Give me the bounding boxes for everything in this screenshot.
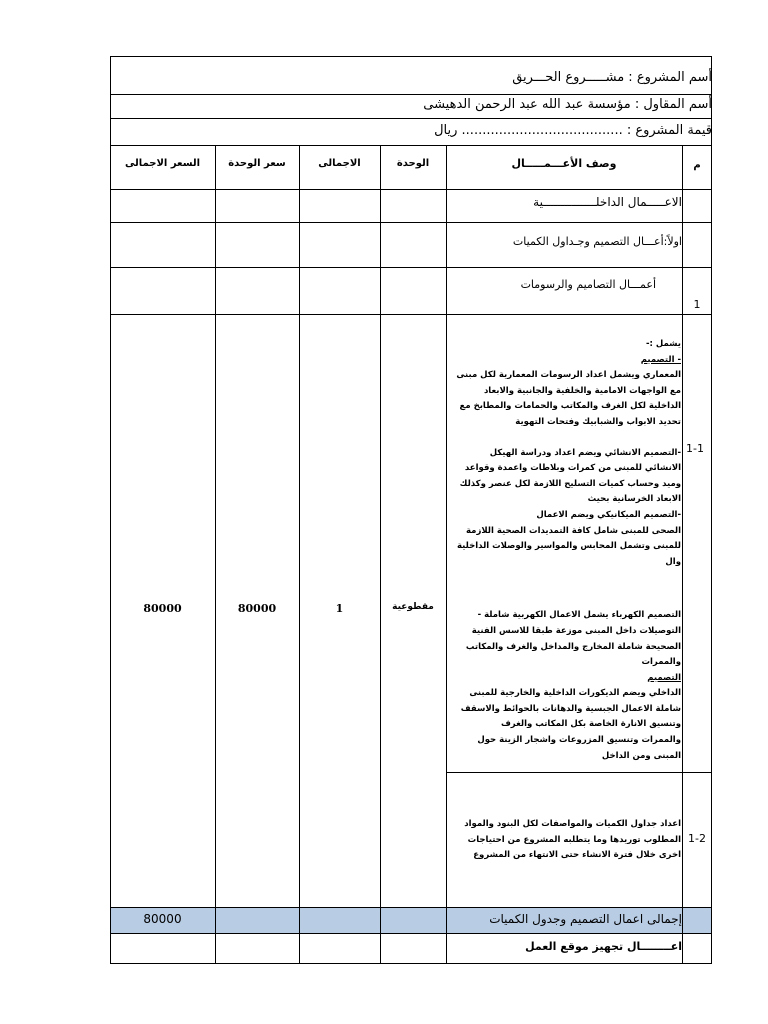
col-header-no: م: [693, 160, 701, 171]
item-1-1-p2-line: الصحى للمبنى شامل كافة التمديدات الصحية اللازمة: [466, 525, 681, 536]
item-1-1-p1-line: مع الواجهات الامامية والخلفية والجانبية والابعاد: [483, 385, 681, 396]
contractor-name: أسم المقاول : مؤسسة عبد الله عبد الرحمن الدهيشى: [423, 97, 712, 112]
item-1-1-p1-line: الداخلية لكل الغرف والمكاتب والحمامات والمطابخ مع: [459, 401, 681, 412]
item-1-1-p1-line: تحديد الابواب والشبابيك وفتحات التهوية: [515, 416, 681, 427]
item-1-1-p3-line: التصميم الكهرباء يشمل الاعمال الكهربية شاملة -: [477, 610, 681, 621]
col-header-unit-price: سعر الوحدة: [228, 158, 286, 169]
grid-line: [299, 145, 300, 964]
item-1-2-line: اعداد جداول الكميات والمواصفات لكل البنود والمواد: [464, 819, 681, 829]
item-1-1-unit-price: 80000: [237, 602, 277, 615]
grid-line: [110, 963, 712, 964]
item-1-1-p3-line: والممرات: [641, 657, 681, 668]
item-1-1-p3-line: الصحيحة شاملة المخارج والمداخل والغرف والمكاتب: [465, 641, 681, 652]
col-header-description: وصف الأعـــمـــــال: [511, 157, 617, 170]
project-name: أسم المشروع : مشـــــروع الحـــريق: [512, 70, 712, 85]
grid-line: [110, 907, 712, 908]
project-value: قيمة المشروع : ....................................... ريال: [434, 123, 712, 138]
item-1-1-no: 1-1: [686, 442, 704, 455]
item-1-1-qty: 1: [335, 602, 344, 615]
grid-line: [446, 772, 712, 773]
grid-line: [215, 145, 216, 964]
section-design-drawings: أعمـــال التصاميم والرسومات: [520, 278, 656, 291]
item-1-1-p2-line: -التصميم الانشائي ويضم اعداد ودراسة الهيكل: [489, 447, 681, 458]
item-1-1-p3-line: التصميم: [647, 672, 681, 683]
item-1-1-description: [447, 337, 681, 764]
item-1-1-intro: يشمل :-: [645, 339, 681, 349]
section-design-works: اولاً:أعـــال التصميم وجـداول الكميات: [512, 235, 682, 248]
grid-line: [380, 145, 381, 964]
summary-label: إجمالى اعمال التصميم وجدول الكميات: [489, 912, 682, 926]
grid-line: [110, 145, 712, 146]
item-1-2-line: اخرى خلال فترة الانشاء حتى الانتهاء من المشروع: [473, 850, 681, 861]
item-1-1-p3-line: التوصيلات داخل المبنى موزعة طبقا للاسس الفنية: [471, 625, 681, 636]
item-1-1-p2-line: -التصميم الميكانيكي ويضم الاعمال: [536, 509, 681, 520]
grid-line: [110, 94, 712, 95]
grid-line: [110, 933, 712, 934]
grid-line: [110, 267, 712, 268]
item-1-1-p2-line: الانشائي للمبنى من كمرات وبلاطات واعمدة وقواعد: [464, 463, 681, 474]
col-header-unit: الوحدة: [396, 158, 430, 169]
item-1-1-p1-head: - التصميم: [640, 354, 681, 365]
col-header-total-price: السعر الاجمالى: [124, 158, 201, 169]
item-1-1-p2-line: وميد وحساب كميات التسليح اللازمة لكل عنصر وكذلك: [459, 478, 681, 489]
col-header-total: الاجمالى: [318, 158, 361, 169]
summary-total: 80000: [143, 912, 182, 926]
item-1-1-p2-line: للمبنى وتشمل المحابس والمواسير والوصلات الداخلية: [457, 541, 681, 552]
next-section-title: اعــــــــال تجهيز موقع العمل: [525, 940, 682, 953]
item-1-1-p3-line: والممرات وتنسيق المزروعات واشجار الزينة حول: [477, 735, 681, 746]
grid-line: [110, 314, 712, 315]
section-internal-works: الاعـــــمال الداخلـــــــــــــــية: [533, 195, 682, 209]
item-1-2-line: المطلوب توريدها وما يتطلبه المشروع من احتياجات: [467, 834, 681, 845]
item-1-2-description: [447, 817, 681, 864]
section-design-drawings-no: 1: [693, 298, 701, 311]
item-1-1-p2-line: الابعاد الخرسانية بحيث: [587, 494, 681, 505]
grid-line: [110, 222, 712, 223]
item-1-1-total-price: 80000: [143, 602, 182, 615]
grid-line: [110, 56, 111, 964]
bill-of-quantities-sheet: [110, 56, 712, 964]
grid-line: [110, 56, 712, 57]
item-1-1-p2-line: وال: [665, 556, 681, 567]
grid-line: [711, 56, 712, 964]
item-1-1-p3-line: الداخلي ويضم الديكورات الداخلية والخارجية للمبنى: [469, 688, 681, 699]
grid-line: [110, 189, 712, 190]
item-1-2-no: 1-2: [688, 832, 706, 845]
grid-line: [110, 118, 712, 119]
item-1-1-p3-line: المبنى ومن الداخل: [601, 750, 681, 761]
item-1-1-p3-line: شاملة الاعمال الجبسية والدهانات بالحوائط والاسقف: [460, 703, 681, 714]
item-1-1-p1-line: المعماري ويشمل اعداد الرسومات المعمارية لكل مبنى: [456, 370, 681, 381]
item-1-1-p3-line: وتنسيق الانارة الخاصة بكل المكاتب والغرف: [500, 719, 681, 730]
item-1-1-unit: مقطوعية: [392, 602, 434, 612]
